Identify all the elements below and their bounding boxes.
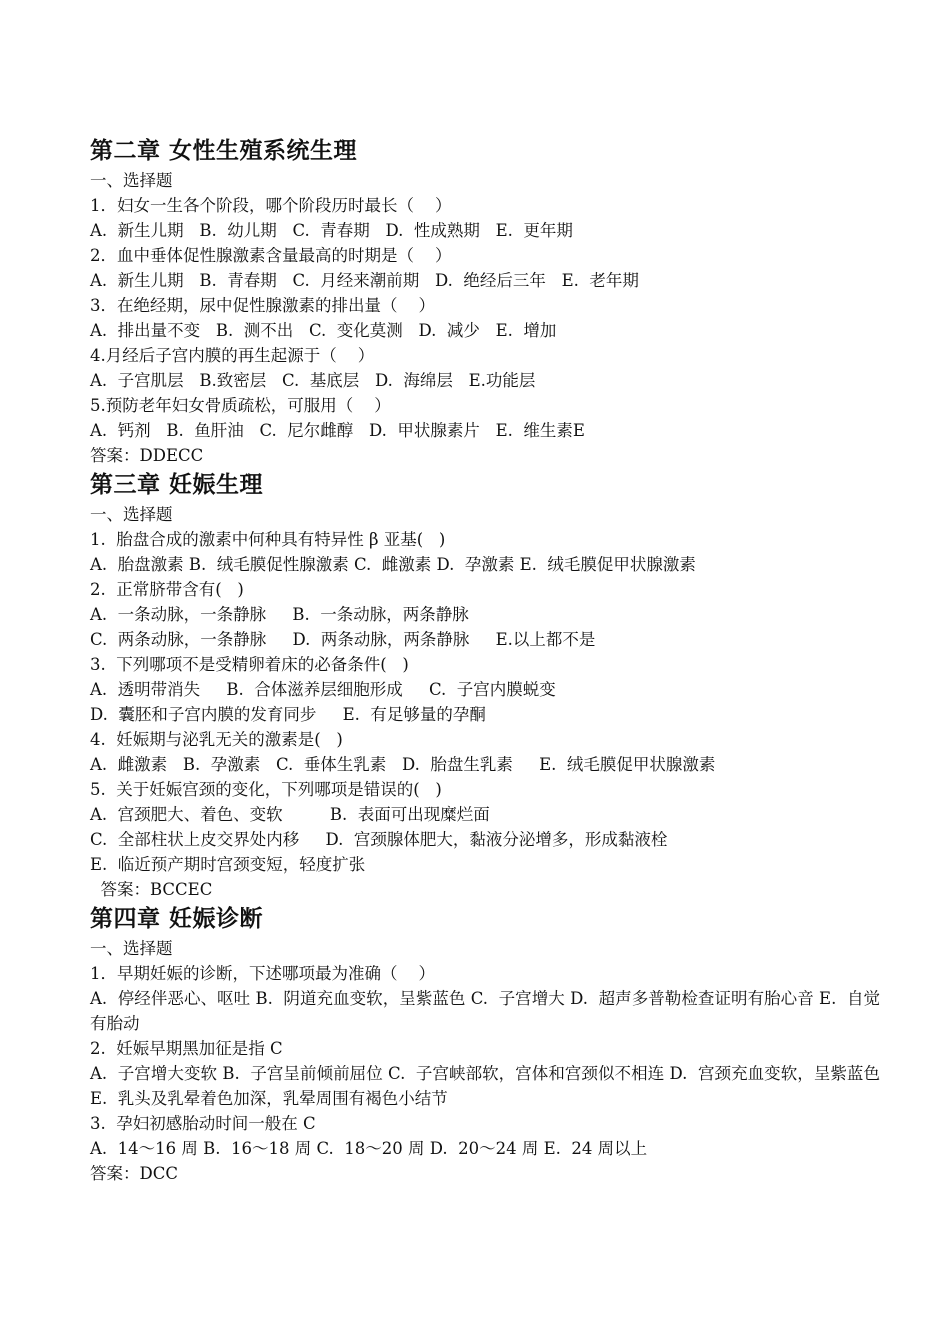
chapter-3 bbox=[90, 468, 880, 902]
chapter-title: 第三章 妊娠生理 bbox=[90, 472, 264, 498]
section-heading: 一、选择题 bbox=[90, 505, 173, 524]
section-heading: 一、选择题 bbox=[90, 171, 173, 190]
options: A. 停经伴恶心、呕吐 B. 阴道充血变软，呈紫蓝色 C. 子宫增大 D. 超声多普勒检查证明有胎心音 E. 自觉有胎动 bbox=[90, 989, 880, 1033]
question: 2. 妊娠早期黑加征是指 C bbox=[90, 1039, 283, 1058]
options: A. 新生儿期 B. 幼儿期 C. 青春期 D. 性成熟期 E. 更年期 bbox=[90, 221, 573, 240]
options: A. 子宫增大变软 B. 子宫呈前倾前屈位 C. 子宫峡部软，宫体和宫颈似不相连 D. 宫颈充血变软，呈紫蓝色 E. 乳头及乳晕着色加深，乳晕周围有褐色小结节 bbox=[90, 1064, 886, 1108]
document-page bbox=[90, 134, 886, 1186]
options: C. 两条动脉，一条静脉 D. 两条动脉，两条静脉 E.以上都不是 bbox=[90, 630, 596, 649]
question: 4.月经后子宫内膜的再生起源于（ ） bbox=[90, 346, 375, 365]
question: 2. 正常脐带含有( ) bbox=[90, 580, 244, 599]
question: 1. 胎盘合成的激素中何种具有特异性 β 亚基( ) bbox=[90, 530, 446, 549]
options: C. 全部柱状上皮交界处内移 D. 宫颈腺体肥大，黏液分泌增多，形成黏液栓 bbox=[90, 830, 668, 849]
question: 1．早期妊娠的诊断，下述哪项最为准确（ ） bbox=[90, 964, 435, 983]
options: D. 囊胚和子宫内膜的发育同步 E. 有足够量的孕酮 bbox=[90, 705, 486, 724]
options: A. 胎盘激素 B. 绒毛膜促性腺激素 C. 雌激素 D. 孕激素 E. 绒毛膜促甲状腺激素 bbox=[90, 555, 696, 574]
options: A. 一条动脉，一条静脉 B. 一条动脉，两条静脉 bbox=[90, 605, 469, 624]
answer-key: 答案：DCC bbox=[90, 1164, 178, 1183]
options: A. 钙剂 B. 鱼肝油 C. 尼尔雌醇 D. 甲状腺素片 E. 维生素E bbox=[90, 421, 585, 440]
chapter-title: 第四章 妊娠诊断 bbox=[90, 906, 264, 932]
answer-key: 答案：BCCEC bbox=[90, 880, 213, 899]
section-heading: 一、选择题 bbox=[90, 939, 173, 958]
chapter-title: 第二章 女性生殖系统生理 bbox=[90, 138, 358, 164]
question: 5.预防老年妇女骨质疏松，可服用（ ） bbox=[90, 396, 391, 415]
question: 1．妇女一生各个阶段，哪个阶段历时最长（ ） bbox=[90, 196, 452, 215]
options: A. 子宫肌层 B.致密层 C. 基底层 D. 海绵层 E.功能层 bbox=[90, 371, 536, 390]
options: E. 临近预产期时宫颈变短，轻度扩张 bbox=[90, 855, 366, 874]
question: 3. 孕妇初感胎动时间一般在 C bbox=[90, 1114, 316, 1133]
options: A. 透明带消失 B. 合体滋养层细胞形成 C. 子宫内膜蜕变 bbox=[90, 680, 556, 699]
question: 4. 妊娠期与泌乳无关的激素是( ) bbox=[90, 730, 343, 749]
chapter-4 bbox=[90, 902, 886, 1186]
question: 5. 关于妊娠宫颈的变化，下列哪项是错误的( ) bbox=[90, 780, 442, 799]
question: 2．血中垂体促性腺激素含量最高的时期是（ ） bbox=[90, 246, 452, 265]
options: A. 宫颈肥大、着色、变软 B. 表面可出现糜烂面 bbox=[90, 805, 490, 824]
options: A. 新生儿期 B. 青春期 C. 月经来潮前期 D. 绝经后三年 E. 老年期 bbox=[90, 271, 639, 290]
options: A. 雌激素 B. 孕激素 C. 垂体生乳素 D. 胎盘生乳素 E. 绒毛膜促甲状腺激素 bbox=[90, 755, 716, 774]
chapter-2 bbox=[90, 134, 880, 468]
question: 3. 下列哪项不是受精卵着床的必备条件( ) bbox=[90, 655, 409, 674]
question: 3．在绝经期，尿中促性腺激素的排出量（ ） bbox=[90, 296, 435, 315]
answer-key: 答案：DDECC bbox=[90, 446, 204, 465]
options: A. 14～16 周 B. 16～18 周 C. 18～20 周 D. 20～24 周 E. 24 周以上 bbox=[90, 1139, 648, 1158]
options: A. 排出量不变 B. 测不出 C. 变化莫测 D. 减少 E. 增加 bbox=[90, 321, 557, 340]
